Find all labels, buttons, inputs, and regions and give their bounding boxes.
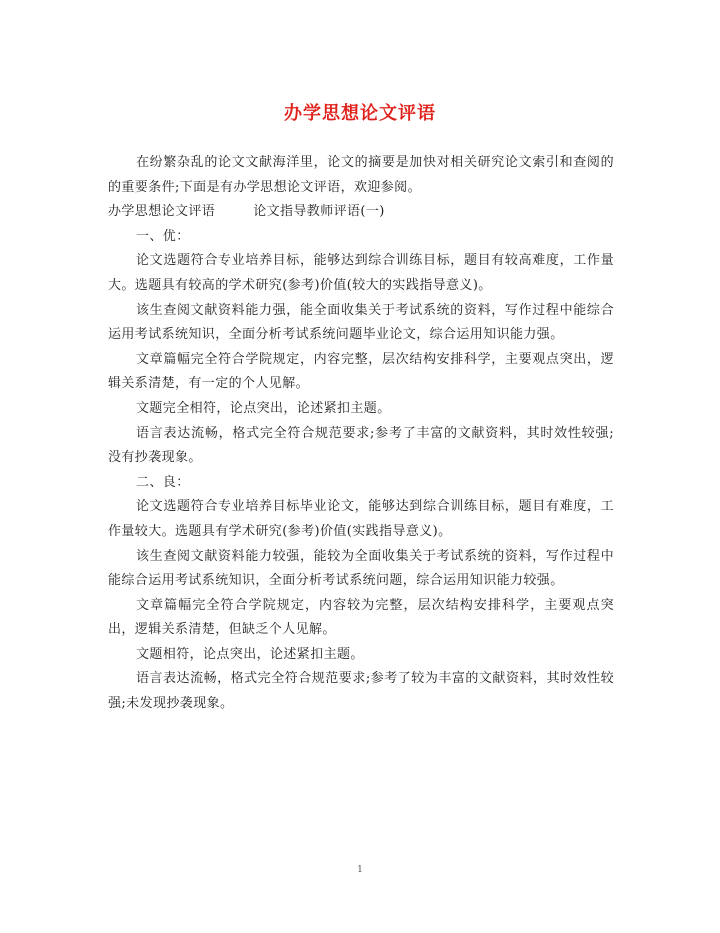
document-body xyxy=(108,151,614,717)
intro-paragraph: 在纷繁杂乱的论文文献海洋里，论文的摘要是加快对相关研究论文索引和查阅的的重要条件;下面是有办学思想论文评语，欢迎参阅。 xyxy=(108,155,614,195)
section-heading: 一、优： xyxy=(136,228,190,244)
section-paragraph: 该生查阅文献资料能力强，能全面收集关于考试系统的资料，写作过程中能综合运用考试系统知识，全面分析考试系统问题毕业论文，综合运用知识能力强。 xyxy=(108,302,614,343)
document-title: 办学思想论文评语 xyxy=(284,103,436,124)
section-heading: 二、良： xyxy=(136,474,190,490)
section-paragraph: 文章篇幅完全符合学院规定，内容完整，层次结构安排科学，主要观点突出，逻辑关系清楚，有一定的个人见解。 xyxy=(108,351,614,392)
page-number: 1 xyxy=(357,865,363,875)
section-paragraph: 文题相符，论点突出，论述紧扣主题。 xyxy=(136,646,364,662)
subheading-row xyxy=(108,200,614,225)
subheading-right: 论文指导教师评语(一) xyxy=(253,204,385,220)
section-paragraph: 文题完全相符，论点突出，论述紧扣主题。 xyxy=(136,400,391,416)
section-paragraph: 语言表达流畅，格式完全符合规范要求;参考了较为丰富的文献资料，其时效性较强;未发现抄袭现象。 xyxy=(108,671,614,712)
section-paragraph: 文章篇幅完全符合学院规定，内容较为完整，层次结构安排科学，主要观点突出，逻辑关系清楚，但缺乏个人见解。 xyxy=(108,597,614,638)
subheading-left: 办学思想论文评语 xyxy=(108,204,216,220)
section-paragraph: 论文选题符合专业培养目标毕业论文，能够达到综合训练目标，题目有难度，工作量较大。选题具有学术研究(参考)价值(实践指导意义)。 xyxy=(108,499,614,539)
section-paragraph: 论文选题符合专业培养目标，能够达到综合训练目标，题目有较高难度，工作量大。选题具有较高的学术研究(参考)价值(较大的实践指导意义)。 xyxy=(108,253,614,293)
section-paragraph: 语言表达流畅，格式完全符合规范要求;参考了丰富的文献资料，其时效性较强;没有抄袭现象。 xyxy=(108,425,614,466)
section-paragraph: 该生查阅文献资料能力较强，能较为全面收集关于考试系统的资料，写作过程中能综合运用考试系统知识，全面分析考试系统问题，综合运用知识能力较强。 xyxy=(108,548,614,589)
